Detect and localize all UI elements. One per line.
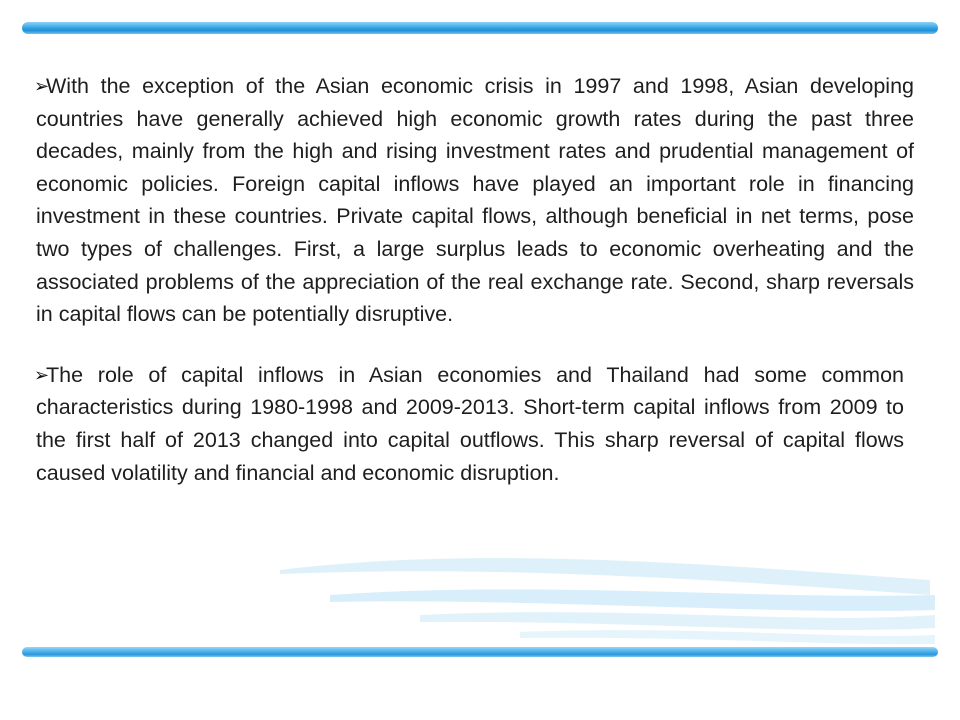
decorative-swoosh (0, 540, 960, 650)
bullet-paragraph (36, 359, 904, 489)
paragraph-text: With the exception of the Asian economic crisis in 1997 and 1998, Asian developing countries have generally achieved high economic growth rates during the past three decades, mainly from the high and rising investment rates and prudential management of economic policies. Foreign capital inflows have played an important role in financing investment in these countries. Private capital flows, although beneficial in net terms, pose two types of challenges. First, a large surplus leads to economic overheating and the associated problems of the appreciation of the real exchange rate. Second, sharp reversals in capital flows can be potentially disruptive. (36, 74, 914, 327)
arrow-bullet-icon: ➢ (34, 364, 50, 385)
paragraph-text: The role of capital inflows in Asian economies and Thailand had some common characteristics during 1980-1998 and 2009-2013. Short-term capital inflows from 2009 to the first half of 2013 changed into capital outflows. This sharp reversal of capital flows caused volatility and financial and economic disruption. (36, 362, 904, 485)
bullet-paragraph (36, 70, 914, 331)
arrow-bullet-icon: ➢ (34, 76, 50, 96)
slide-body (36, 70, 914, 489)
bottom-accent-bar (22, 647, 938, 657)
top-accent-bar (22, 22, 938, 34)
